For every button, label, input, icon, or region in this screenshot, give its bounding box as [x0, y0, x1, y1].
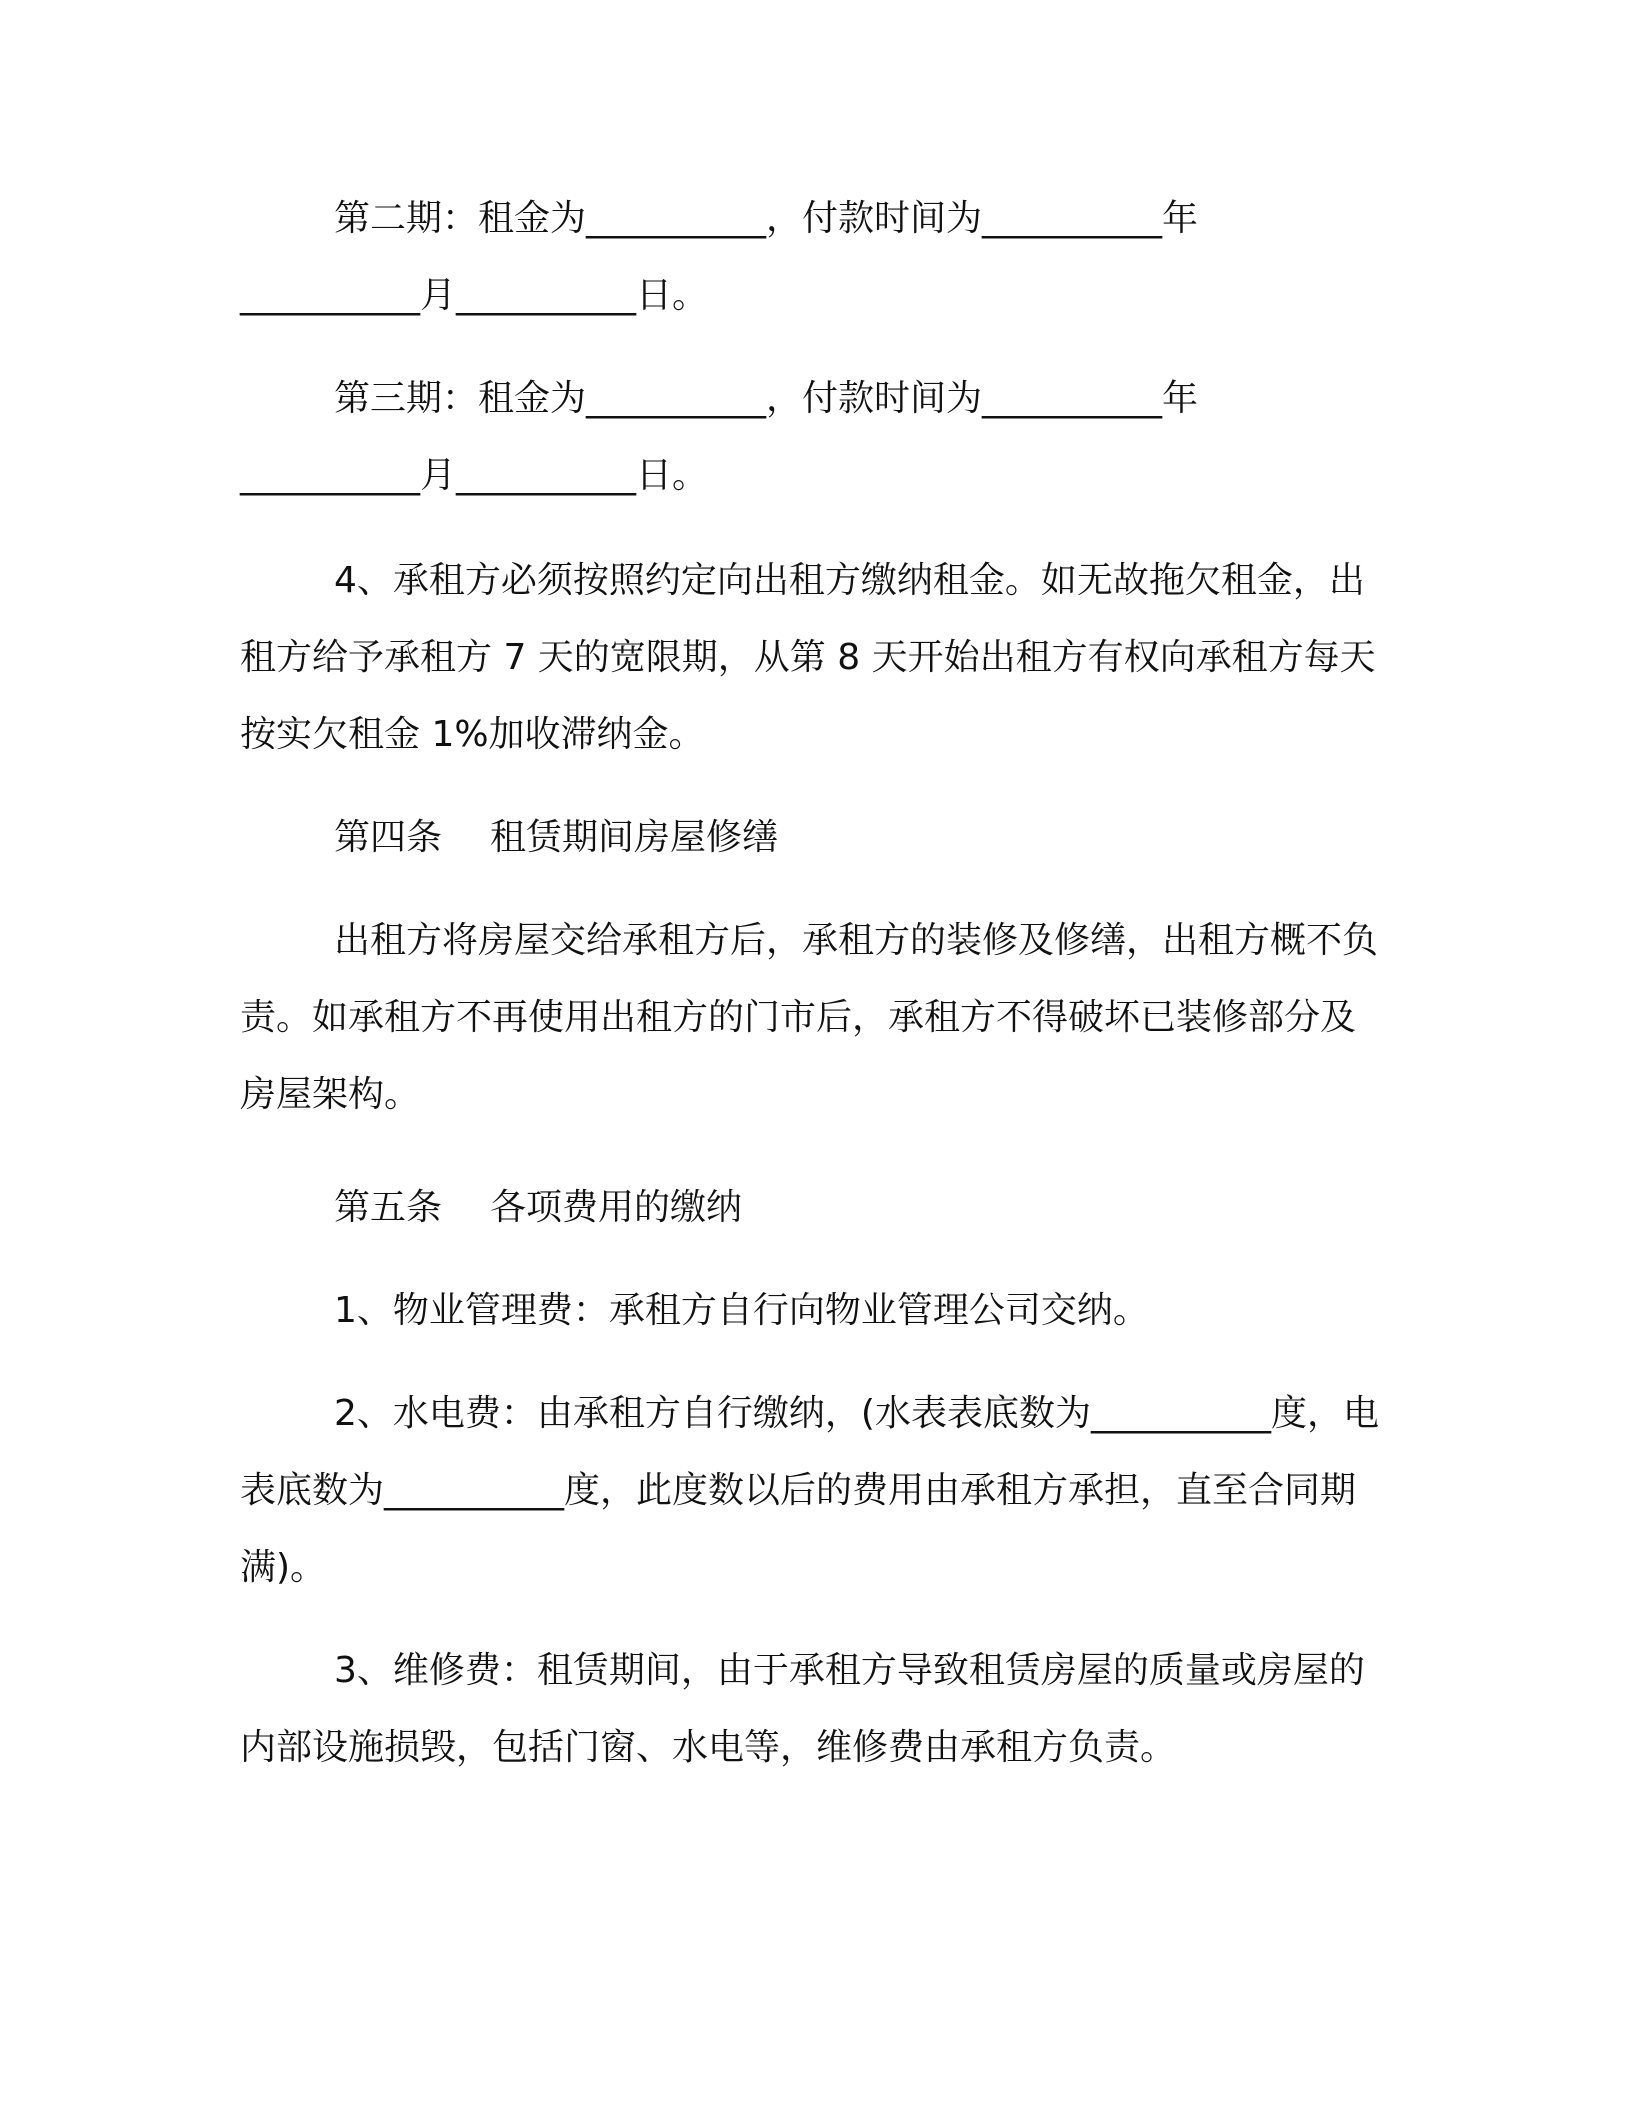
clause-rent-4: 4、承租方必须按照约定向出租方缴纳租金。如无故拖欠租金，出租方给予承租方 7 天的宽限期，从第 8 天开始出租方有权向承租方每天按实欠租金 1%加收滞纳金。 [240, 560, 1376, 755]
installment-2-line-1: 第二期：租金为__________，付款时间为__________年 [334, 198, 1199, 239]
installment-3-line-1: 第三期：租金为__________，付款时间为__________年 [334, 378, 1199, 419]
article-5-number: 第五条 [334, 1187, 443, 1228]
installment-3-line-2: __________月__________日。 [240, 455, 709, 496]
document-body [240, 180, 1390, 1786]
installment-2-line-2: __________月__________日。 [240, 275, 709, 316]
article-4-number: 第四条 [334, 817, 443, 858]
article-5-title: 各项费用的缴纳 [490, 1187, 743, 1228]
article-5-item-2: 2、水电费：由承租方自行缴纳，(水表表底数为__________度，电表底数为__________度，此度数以后的费用由承租方承担，直至合同期满)。 [240, 1393, 1379, 1588]
article-5-heading [240, 1169, 1390, 1246]
article-5-item-3: 3、维修费：租赁期间，由于承租方导致租赁房屋的质量或房屋的内部设施损毁，包括门窗、水电等，维修费由承租方负责。 [240, 1650, 1365, 1768]
article-4-heading [240, 799, 1390, 876]
article-4-body: 出租方将房屋交给承租方后，承租方的装修及修缮，出租方概不负责。如承租方不再使用出租方的门市后，承租方不得破坏已装修部分及房屋架构。 [240, 920, 1379, 1115]
article-5-item-1: 1、物业管理费：承租方自行向物业管理公司交纳。 [334, 1290, 1149, 1331]
article-4-title: 租赁期间房屋修缮 [490, 817, 779, 858]
